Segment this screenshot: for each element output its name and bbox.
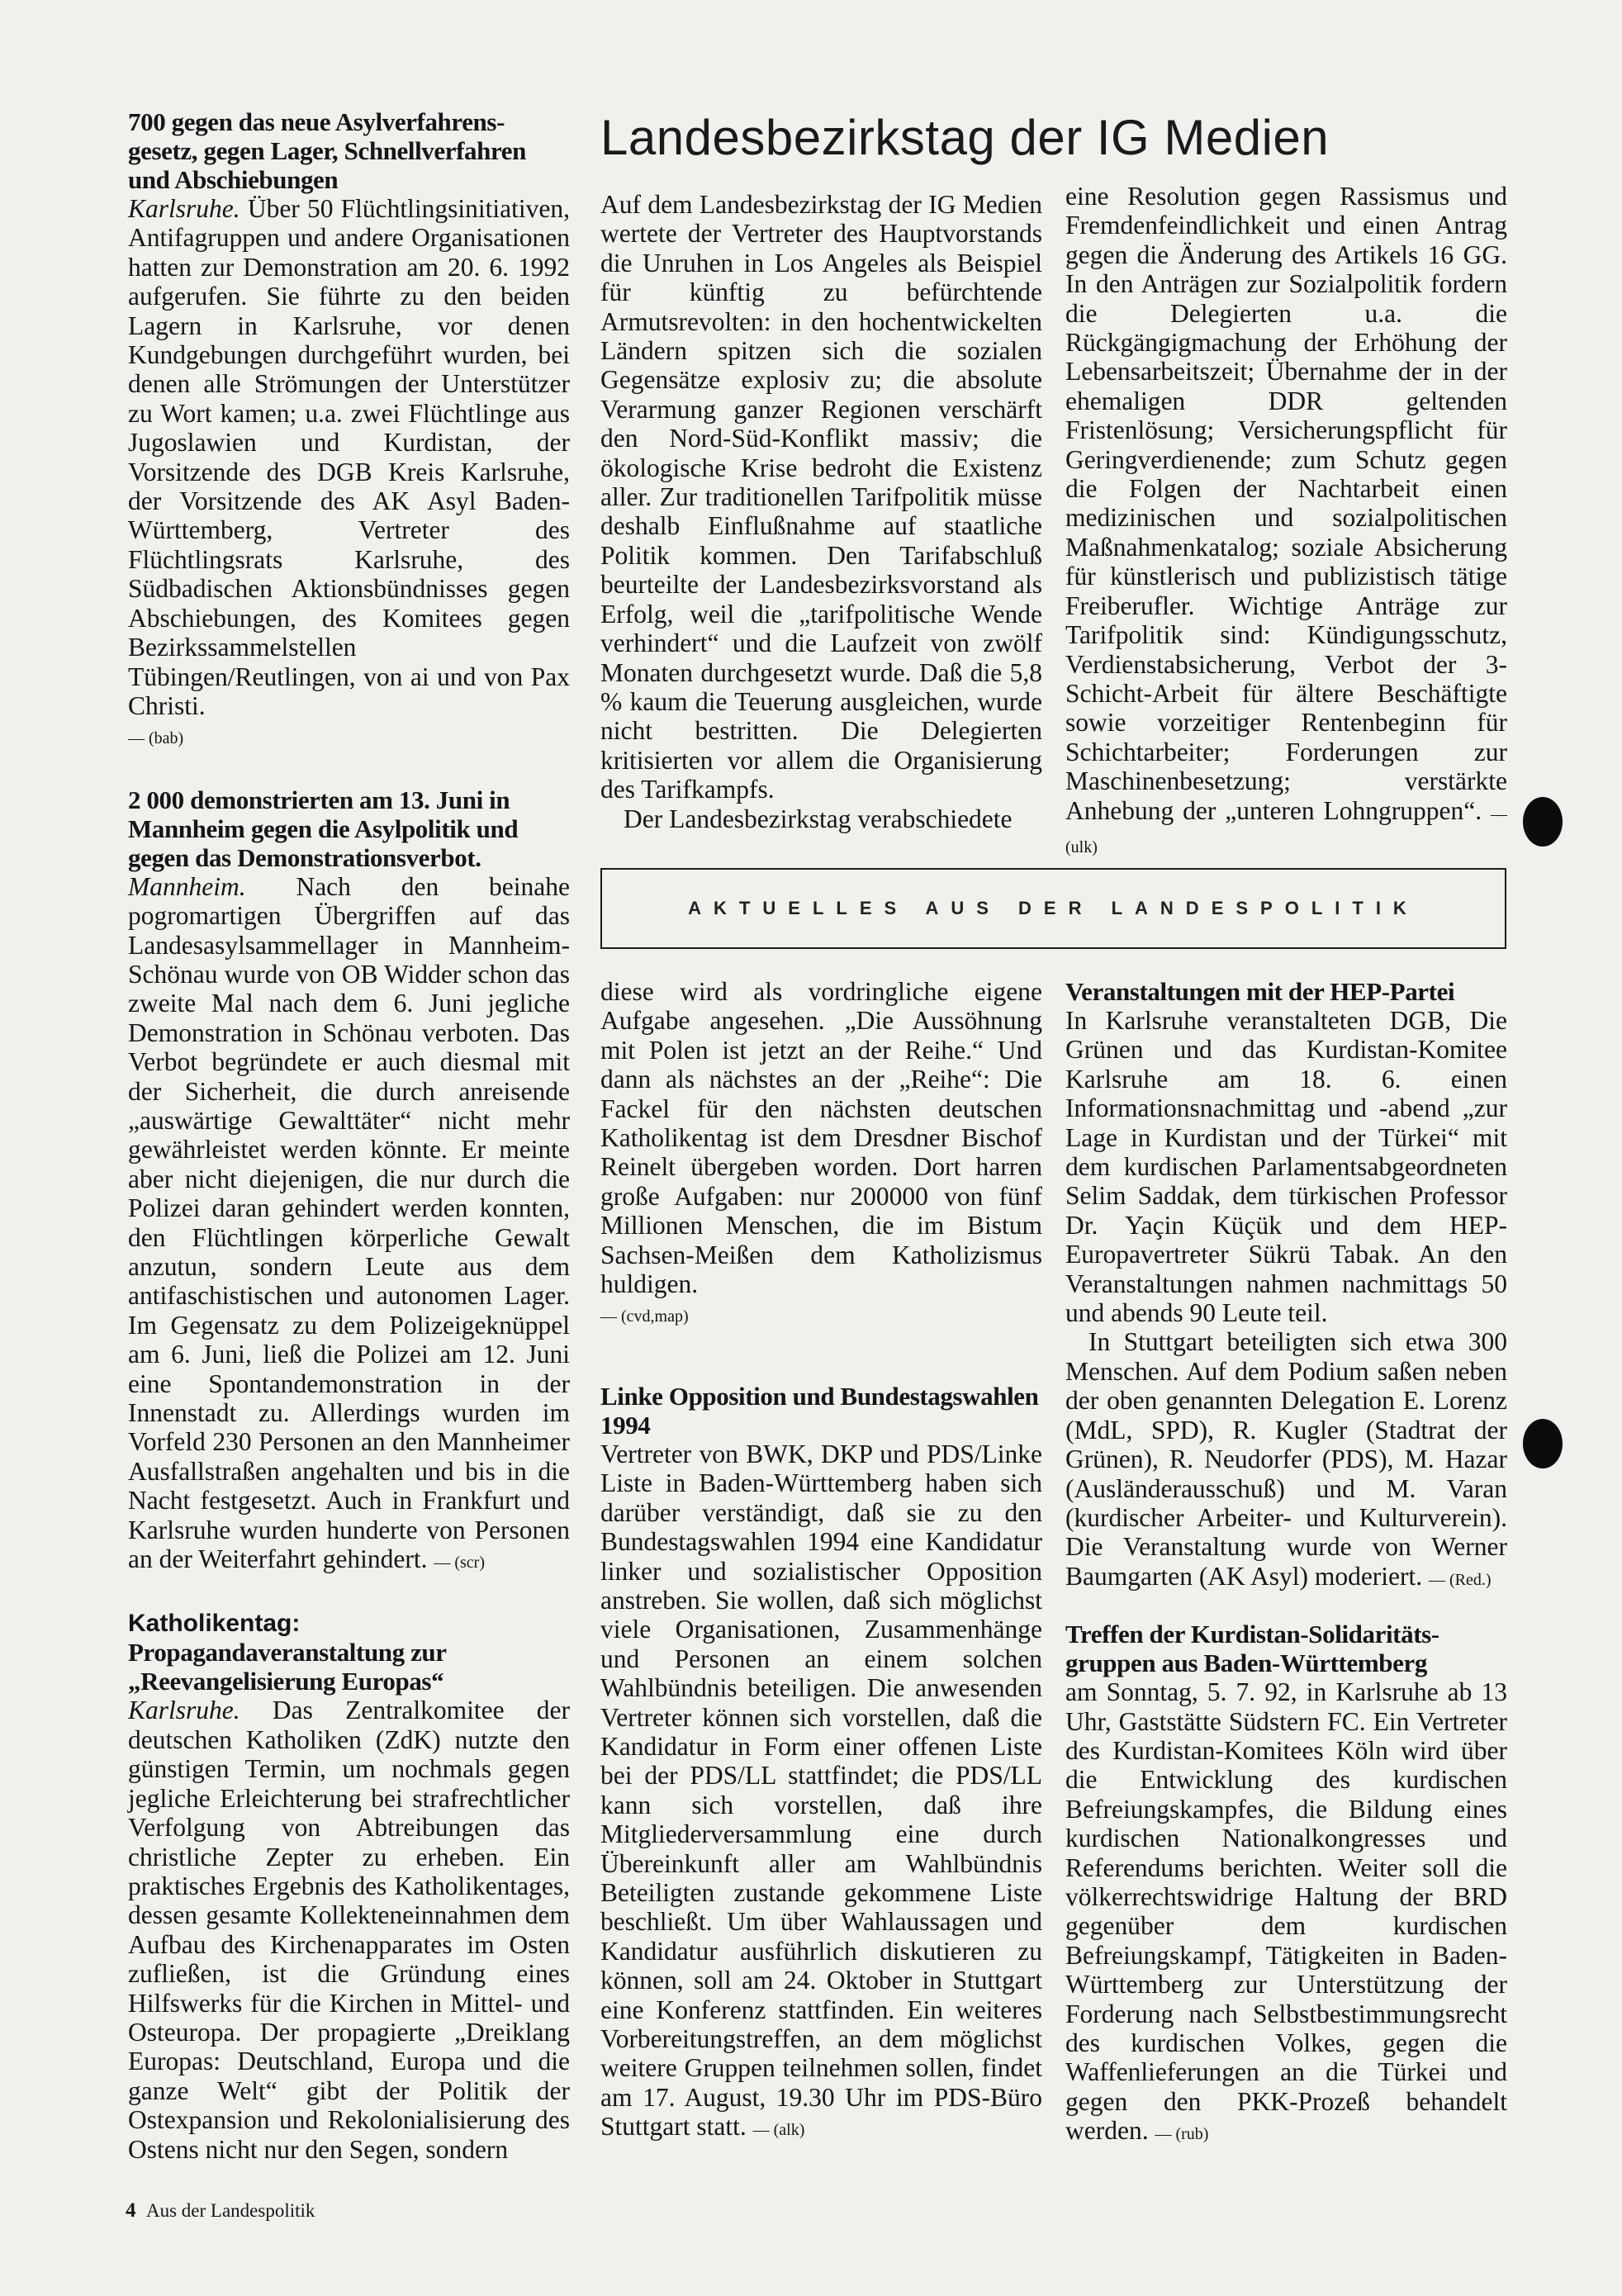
page-number: 4 bbox=[126, 2199, 136, 2222]
body-text: Über 50 Flüchtlingsinitiativen, Antifagruppen und andere Organisationen hatten zur Demonstration am 20. 6. 1992 aufgerufen. Sie führte zu den beiden Lagern in Karlsruhe, vor denen Kundgebungen durchgeführt wurden, bei denen alle Strömungen der Unterstützer zu Wort kamen; u.a. zwei Flüchtlinge aus Jugoslawien und Kurdistan, der Vorsitzende des DGB Kreis Karlsruhe, der Vorsitzende des AK Asyl Baden-Württemberg, Vertreter des Flüchtlingsrats Karlsruhe, des Südbadischen Aktionsbündnisses gegen Abschiebungen, des Komitees gegen Bezirkssammelstellen Tübingen/Reutlingen, von ai und von Pax Christi. bbox=[128, 194, 570, 720]
page-title: Landesbezirkstag der IG Medien bbox=[600, 110, 1330, 165]
body-text: Das Zentralkomitee der deutschen Katholiken (ZdK) nutzte den günstigen Termin, um nochmals gegen jegliche Erleichterung bei strafrechtlicher Verfolgung von Abtreibungen das christliche Zepter zu erheben. Ein praktisches Ergebnis des Katholikentages, dessen gesamte Kollekteneinnahmen dem Aufbau des Kirchenapparates im Osten zufließen, ist die Gründung eines Hilfswerks für die Kirchen in Mittel- und Osteuropa. Der propagierte „Dreiklang Europas: Deutschland, Europa und die ganze Welt“ gibt der Politik der Ostexpansion und Rekolonialisierung des Ostens nicht nur den Segen, sondern bbox=[128, 1696, 571, 2164]
author-signature: — (scr) bbox=[434, 1554, 485, 1573]
author-signature: — (ulk) bbox=[1065, 804, 1507, 856]
article-katholikentag-kicker: Katholikentag: bbox=[128, 1610, 301, 1638]
article-mannheim-body bbox=[128, 872, 570, 1578]
article-katholikentag-body bbox=[128, 1696, 570, 2164]
punch-hole bbox=[1523, 797, 1563, 847]
punch-hole bbox=[1523, 1419, 1563, 1468]
page-footer bbox=[126, 2199, 315, 2222]
author-signature: — (Red.) bbox=[1429, 1570, 1492, 1589]
section-banner bbox=[600, 868, 1506, 949]
column-right bbox=[1065, 977, 1507, 2150]
article-hep-partei-headline: Veranstaltungen mit der HEP-Partei bbox=[1065, 977, 1455, 1006]
dateline: Karlsruhe. bbox=[128, 194, 240, 223]
author-signature: — (rub) bbox=[1155, 2125, 1209, 2144]
author-signature: — (alk) bbox=[752, 2121, 805, 2140]
dateline: Mannheim. bbox=[128, 871, 246, 901]
igm-body-text: Auf dem Landesbezirkstag der IG Medien wertete der Vertreter des Hauptvorstands die Unruhen in Los Angeles als Beispiel für künftig zu befürchtende Armutsrevolten: in den hochentwickelten Ländern spitzen sich die sozialen Gegensätze explosiv zu; die absolute Verarmung ganzer Regionen verschärft den Nord-Süd-Konflikt massiv; die ökologische Krise bedroht die Existenz aller. Zur traditionellen Tarifpolitik müsse deshalb Einflußnahme auf staatliche Politik kommen. Den Tarifabschluß beurteilte der Landesbezirksvorstand als Erfolg, weil die „tarifpolitische Wende verhindert“ und die Laufzeit von zwölf Monaten durchgesetzt wurde. Daß die 5,8 % kaum die Teuerung ausgleichen, wurde nicht bestritten. Die Delegierten kritisierten vor allem die Organisierung des Tarifkampfs. bbox=[600, 190, 1042, 804]
article-asylverfahren-headline: 700 gegen das neue Asylverfahrens-gesetz, gegen Lager, Schnellverfahren und Abschiebungen bbox=[128, 107, 526, 194]
igm-column-right bbox=[1065, 182, 1507, 862]
igm-column-left bbox=[600, 190, 1042, 833]
igm-body-text-continued: Der Landesbezirkstag verabschiedete bbox=[624, 804, 1013, 833]
katholikentag-continuation: diese wird als vordringliche eigene Aufgabe angesehen. „Die Aussöhnung mit Polen ist jetzt an der Reihe.“ Und dann als nächstes an der „Reihe“: Die Fackel für den nächsten deutschen Katholikentag ist dem Dresdner Bischof Reinelt übergeben worden. Dort harren große Aufgaben: nur 200000 von fünf Millionen Menschen, die im Bistum Sachsen-Meißen dem Katholizismus huldigen. bbox=[600, 977, 1042, 1299]
body-text: Nach den beinahe pogromartigen Übergriffen auf das Landesasylsammellager in Mannheim-Schönau wurde von OB Widder schon das zweite Mal nach dem 6. Juni jegliche Demonstration in Schönau verboten. Das Verbot begründete er auch diesmal mit der Sicherheit, die durch anreisende „auswärtige Gewalttäter“ nicht mehr gewährleistet werden könnte. Er meinte aber nicht diejenigen, die nur durch die Polizei daran gehindert werden konnten, den Flüchtlingen körperliche Gewalt anzutun, sondern Leute aus dem antifaschistischen und autonomen Lager. Im Gegensatz zu dem Polizeigeknüppel am 6. Juni, ließ die Polizei am 12. Juni eine Spontandemonstration in der Innenstadt zu. Allerdings wurden im Vorfeld 230 Personen an den Mannheimer Ausfallstraßen angehalten und bis in die Nacht festgesetzt. Auch in Frankfurt und Karlsruhe wurden hunderte von Personen an der Weiterfahrt gehindert. bbox=[128, 871, 571, 1574]
article-linke-opposition-headline: Linke Opposition und Bundestagswahlen 1994 bbox=[600, 1381, 1039, 1440]
dateline: Karlsruhe. bbox=[128, 1696, 240, 1725]
igm-body-text-right: eine Resolution gegen Rassismus und Fremdenfeindlichkeit und einen Antrag gegen die Änderung des Artikels 16 GG. In den Anträgen zur Sozialpolitik fordern die Delegierten u.a. die Rückgängigmachung der Erhöhung der Lebensarbeitszeit; Übernahme der in der ehemaligen DDR geltenden Fristenlösung; Versicherungspflicht für Geringverdienende; zum Schutz gegen die Folgen der Nachtarbeit einen medizinischen und sozialpolitischen Maßnahmenkatalog; soziale Absicherung für künstlerisch und publizistisch tätige Freiberufler. Wichtige Anträge zur Tarifpolitik sind: Kündigungsschutz, Verdienstabsicherung, Verbot der 3-Schicht-Arbeit für ältere Beschäftigte sowie vorzeitiger Rentenbeginn für Schichtarbeiter; Forderungen zur Maschinenbesetzung; verstärkte Anhebung der „unteren Lohngruppen“. — (ulk) bbox=[1065, 182, 1507, 856]
author-signature: — (cvd,map) bbox=[600, 1307, 689, 1326]
article-kurdistan-headline: Treffen der Kurdistan-Solidaritäts-gruppen aus Baden-Württemberg bbox=[1065, 1620, 1439, 1678]
article-hep-partei-body-continued: In Stuttgart beteiligten sich etwa 300 Menschen. Auf dem Podium saßen neben der oben genannten Delegation E. Lorenz (MdL, SPD), R. Kugler (Stadtrat der Grünen), R. Neudorfer (PDS), M. Hazar (Ausländerausschuß) und M. Varan (kurdischer Arbeiter- und Kulturverein). Die Veranstaltung wurde von Werner Baumgarten (AK Asyl) moderiert. — (Red.) bbox=[1065, 1327, 1507, 1591]
article-linke-opposition-body: Vertreter von BWK, DKP und PDS/Linke Liste in Baden-Württemberg haben sich darüber verständigt, daß sie zu den Bundestagswahlen 1994 eine Kandidatur linker und sozialistischer Opposition anstreben. Sie wollen, daß sich möglichst viele Organisationen, Zusammenhänge und Personen an einem solchen Wahlbündnis beteiligen. Die anwesenden Vertreter können sich vorstellen, daß die Kandidatur in Form einer offenen Liste bei der PDS/LL stattfindet; die PDS/LL kann sich vorstellen, daß ihre Mitgliederversammlung eine durch Übereinkunft aller am Wahlbündnis Beteiligten zustande gekommene Liste beschließt. Um über Wahlaussagen und Kandidatur ausführlich diskutieren zu können, soll am 24. Oktober in Stuttgart eine Konferenz stattfinden. Ein weiteres Vorbereitungstreffen, an dem möglichst weitere Gruppen teilnehmen sollen, findet am 17. August, 19.30 Uhr im PDS-Büro Stuttgart statt. — (alk) bbox=[600, 1439, 1042, 2142]
column-left bbox=[128, 107, 570, 2164]
author-signature: — (bab) bbox=[128, 729, 184, 748]
article-hep-partei-body: In Karlsruhe veranstalteten DGB, Die Grünen und das Kurdistan-Komitee Karlsruhe am 18. 6. einen Informationsnachmittag und -abend „zur Lage in Kurdistan und der Türkei“ mit dem kurdischen Parlamentsabgeordneten Selim Saddak, dem türkischen Professor Dr. Yaçin Küçük und dem HEP-Europavertreter Sükrü Tabak. An den Veranstaltungen nahmen nachmittags 50 und abends 90 Leute teil. bbox=[1065, 1006, 1507, 1328]
footer-section-label: Aus der Landespolitik bbox=[145, 2200, 315, 2221]
article-kurdistan-body: am Sonntag, 5. 7. 92, in Karlsruhe ab 13 Uhr, Gaststätte Südstern FC. Ein Vertreter des Kurdistan-Komitees Köln wird über die Entwicklung des kurdischen Befreiungskampfes, die Bildung eines kurdischen Nationalkongresses und Referendums berichten. Weiter soll die völkerrechtswidrige Haltung der BRD gegenüber dem kurdischen Befreiungskampf, Tätigkeiten in Baden-Württemberg zur Unterstützung der Forderung nach Selbstbestimmungsrecht des kurdischen Volkes, gegen die Waffenlieferungen an die Türkei und gegen den PKK-Prozeß behandelt werden. — (rub) bbox=[1065, 1677, 1507, 2146]
article-asylverfahren-body bbox=[128, 194, 570, 720]
column-middle bbox=[600, 977, 1042, 2146]
article-mannheim-headline: 2 000 demonstrierten am 13. Juni in Mannheim gegen die Asylpolitik und gegen das Demonstrationsverbot. bbox=[128, 785, 519, 872]
section-banner-label: AKTUELLES AUS DER LANDESPOLITIK bbox=[688, 898, 1419, 918]
article-katholikentag-headline: Propagandaveranstaltung zur „Reevangelisierung Europas“ bbox=[128, 1638, 447, 1696]
